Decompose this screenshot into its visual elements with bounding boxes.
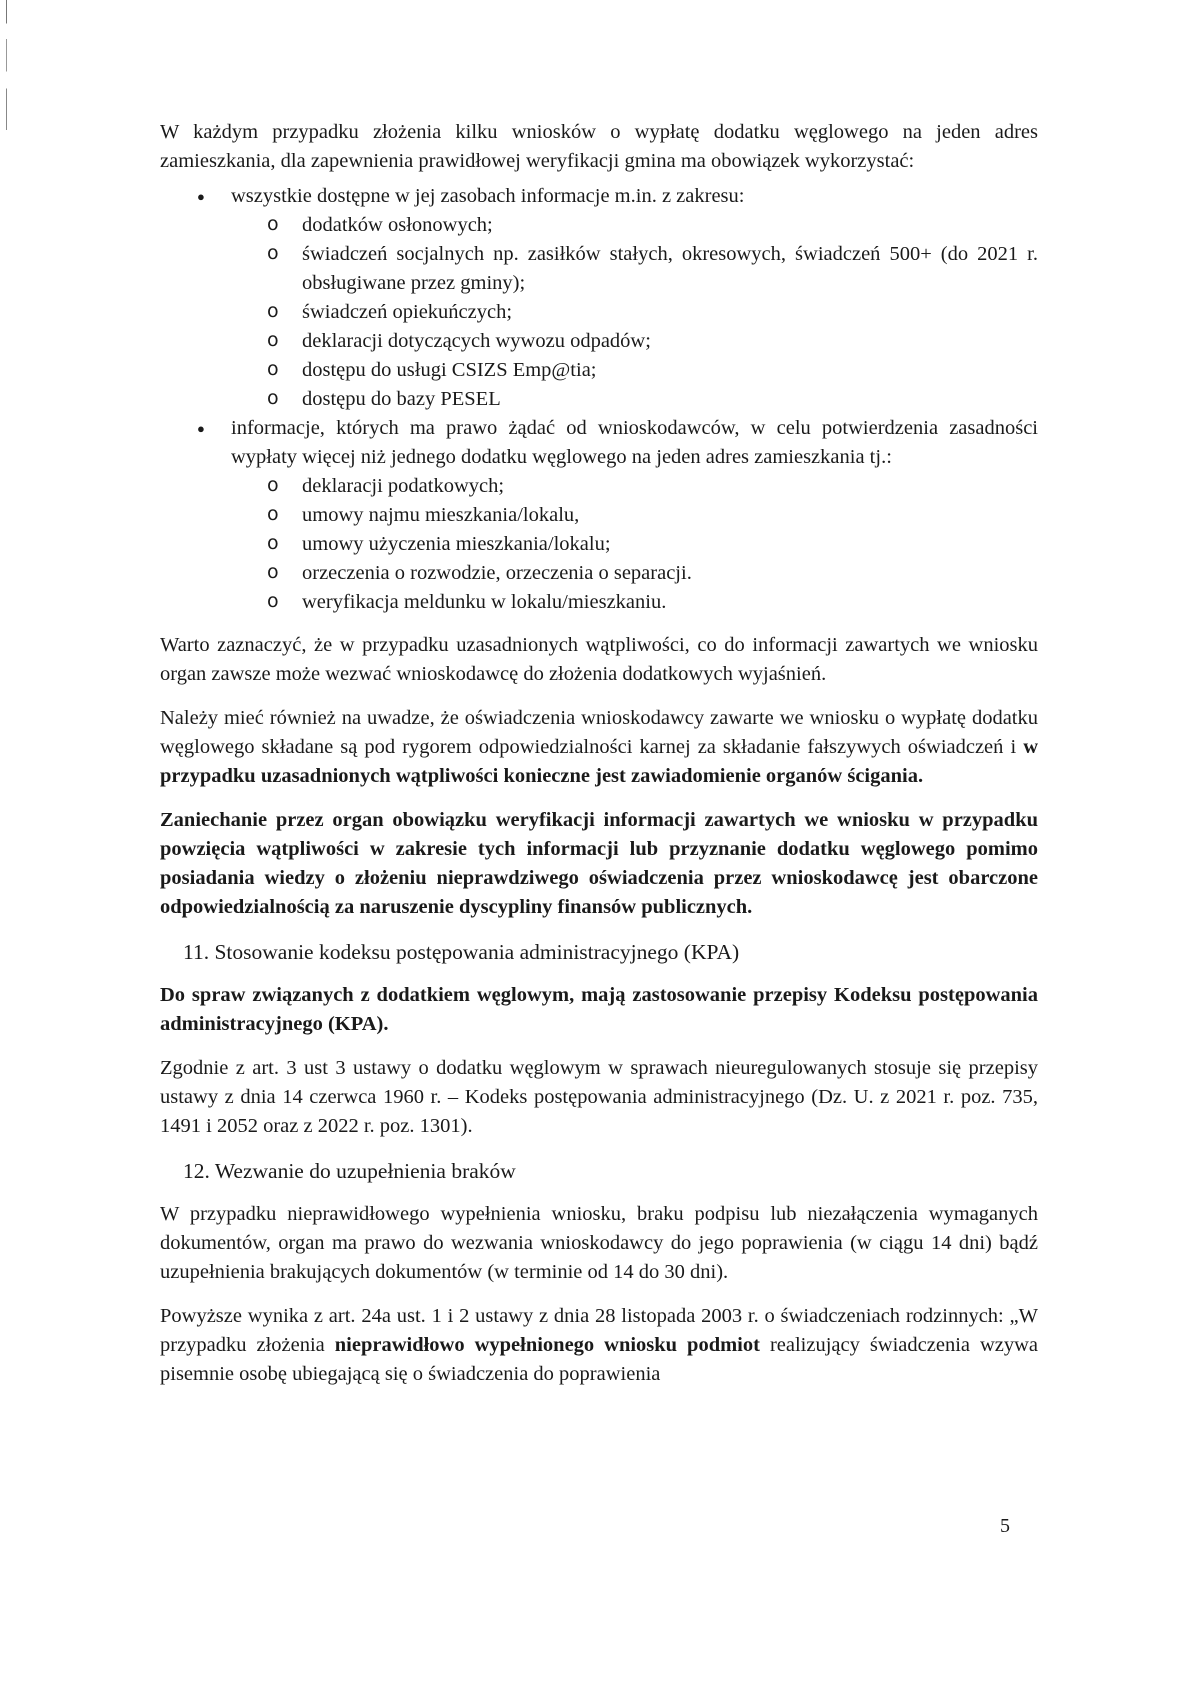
page-number: 5 (1000, 1515, 1010, 1537)
sub-item: o weryfikacja meldunku w lokalu/mieszkaniu. (231, 588, 1038, 617)
bullet-text: informacje, których ma prawo żądać od wnioskodawców, w celu potwierdzenia zasadności wypłaty więcej niż jednego dodatku węglowego na jeden adres zamieszkania tj.: (231, 417, 1038, 468)
paragraph-text: Powyższe wynika z art. 24a ust. 1 i 2 ustawy z dnia 28 listopada 2003 r. o świadczeniach rodzinnych: „W przypadku złożenia (160, 1305, 1038, 1356)
section-heading-12: 12. Wezwanie do uzupełnienia braków (183, 1159, 516, 1183)
paragraph-zaniechanie: Zaniechanie przez organ obowiązku weryfikacji informacji zawartych we wniosku w przypadku powzięcia wątpliwości w zakresie tych informacji lub przyznanie dodatku węglowego pomimo posiadania wiedzy o złożeniu nieprawdziwego oświadczenia przez wnioskodawcę jest obarczone odpowiedzialnością za naruszenie dyscypliny finansów publicznych. (160, 809, 1038, 918)
paragraph-bold-text: nieprawidłowo wypełnionego wniosku podmiot (334, 1334, 760, 1356)
sub-item: o deklaracji podatkowych; (231, 472, 1038, 501)
paragraph-zgodnie: Zgodnie z art. 3 ust 3 ustawy o dodatku węglowym w sprawach nieuregulowanych stosuje się przepisy ustawy z dnia 14 czerwca 1960 r. – Kodeks postępowania administracyjnego (Dz. U. z 2021 r. poz. 735, 1491 i 2052 oraz z 2022 r. poz. 1301). (160, 1057, 1038, 1137)
sub-item: o dostępu do usługi CSIZS Emp@tia; (231, 356, 1038, 385)
paragraph-warto: Warto zaznaczyć, że w przypadku uzasadnionych wątpliwości, co do informacji zawartych we wniosku organ zawsze może wezwać wnioskodawcę do złożenia dodatkowych wyjaśnień. (160, 634, 1038, 685)
section-heading-11: 11. Stosowanie kodeksu postępowania administracyjnego (KPA) (183, 940, 740, 964)
bullet-item-applicant-info (160, 414, 1038, 617)
sub-item: o świadczeń opiekuńczych; (231, 298, 1038, 327)
paragraph-nalezy (160, 704, 1038, 791)
intro-paragraph: W każdym przypadku złożenia kilku wniosków o wypłatę dodatku węglowego na jeden adres zamieszkania, dla zapewnienia prawidłowej weryfikacji gmina ma obowiązek wykorzystać: (160, 121, 1038, 172)
sub-item: o orzeczenia o rozwodzie, orzeczenia o separacji. (231, 559, 1038, 588)
bullet-item-internal-info (160, 182, 1038, 414)
sub-item: o umowy użyczenia mieszkania/lokalu; (231, 530, 1038, 559)
sub-list (231, 211, 1038, 414)
sub-item: o dodatków osłonowych; (231, 211, 1038, 240)
document-body (160, 118, 1038, 1404)
paragraph-powyzsze (160, 1302, 1038, 1389)
scan-edge-mark (6, 0, 7, 130)
paragraph-text: realizujący świadczenia wzywa pisemnie osobę ubiegającą się o świadczenia do poprawienia (160, 1334, 1039, 1385)
sub-item: o umowy najmu mieszkania/lokalu, (231, 501, 1038, 530)
paragraph-bold-text: w przypadku uzasadnionych wątpliwości konieczne jest zawiadomienie organów ścigania. (160, 736, 1038, 787)
paragraph-braki: W przypadku nieprawidłowego wypełnienia wniosku, braku podpisu lub niezałączenia wymaganych dokumentów, organ ma prawo do wezwania wnioskodawcy do jego poprawienia (w ciągu 14 dni) bądź uzupełnienia brakujących dokumentów (w terminie od 14 do 30 dni). (160, 1203, 1038, 1283)
bullet-list (160, 182, 1038, 617)
paragraph-kpa: Do spraw związanych z dodatkiem węglowym, mają zastosowanie przepisy Kodeksu postępowania administracyjnego (KPA). (160, 984, 1038, 1035)
sub-item: o dostępu do bazy PESEL (231, 385, 1038, 414)
sub-item: o świadczeń socjalnych np. zasiłków stałych, okresowych, świadczeń 500+ (do 2021 r. obsługiwane przez gminy); (231, 240, 1038, 298)
paragraph-text: Należy mieć również na uwadze, że oświadczenia wnioskodawcy zawarte we wniosku o wypłatę dodatku węglowego składane są pod rygorem odpowiedzialności karnej za składanie fałszywych oświadczeń i (160, 707, 1038, 758)
sub-list (231, 472, 1038, 617)
sub-item: o deklaracji dotyczących wywozu odpadów; (231, 327, 1038, 356)
bullet-text: wszystkie dostępne w jej zasobach informacje m.in. z zakresu: (231, 185, 745, 207)
